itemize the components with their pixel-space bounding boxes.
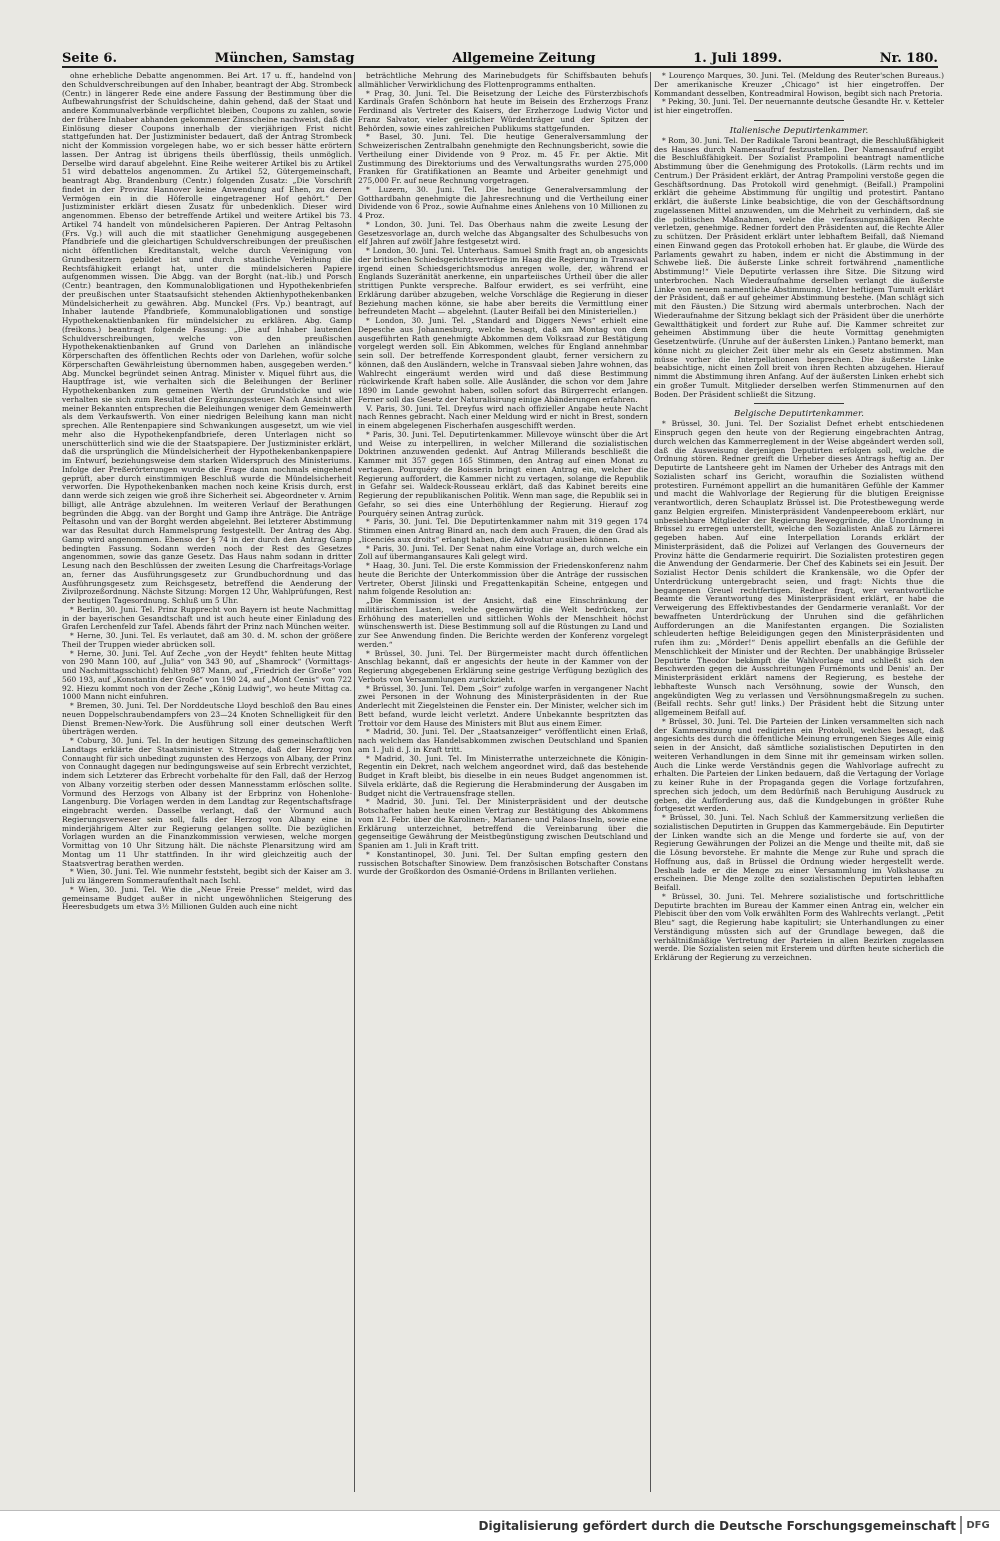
article-paragraph: ohne erhebliche Debatte angenommen. Bei Art. 17 u. ff., handelnd von den Schuldverschreibungen auf den Inhaber, beantragt der Abg. Strombeck (Centr.) in längerer Rede eine andere Fassung der Bestimmung über die Aufbewahrungsfrist der Schuldscheine, dahin gehend, daß der Staat und andere Kommunalverbände verpflichtet bleiben, Coupons zu zahlen, sowie der frühere Inhaber abhanden gekommener Zinsscheine nachweist, daß die Einlösung dieser Coupons innerhalb der vierjährigen Frist nicht stattgefunden hat. Der Justizminister bedauert, daß der Antrag Strombeck nicht der Kommission vorgelegen habe, wo er sich besser hätte erörtern lassen. Der Antrag ist übrigens theils überflüssig, theils unmöglich. Derselbe wird darauf abgelehnt. Eine Reihe weiterer Artikel bis zu Artikel 51 wird debattelos angenommen. Zu Artikel 52, Gütergemeinschaft, beantragt Abg. Brandenburg (Centr.) folgenden Zusatz: „Die Vorschrift findet in der Provinz Hannover keine Anwendung auf Ehen, zu deren Vermögen ein in die Höferolle eingetragener Hof gehört.“ Der Justizminister erklärt diesen Zusatz für unbedenklich. Dieser wird angenommen. Ebenso der betreffende Artikel und weitere Artikel bis 73. Artikel 74 handelt von mündelsicheren Papieren. Der Antrag Peltasohn (Frs. Vg.) will auch die mit staatlicher Genehmigung ausgegebenen Pfandbriefe und die gleichartigen Schuldverschreibungen der preußischen nicht öffentlichen Kreditanstalt, welche durch Vereinigung von Grundbesitzern gebildet ist und durch staatliche Verleihung die Rechtsfähigkeit erlangt hat, unter die mündelsicheren Papiere aufgenommen wissen. Die Abgg. van der Borght (nat.-lib.) und Porsch (Centr.) beantragen, den Kommunalobligationen und Hypothekenbriefen der preußischen unter Staatsaufsicht stehenden Aktienhypothekenbanken Mündelsicherheit zu gewähren. Abg. Munckel (Frs. Vp.) beantragt, auf Inhaber lautende Pfandbriefe, Kommunalobligationen und sonstige Hypothekenaktienbanken für mündelsicher zu erklären. Abg. Gamp (freikons.) beantragt folgende Fassung: „Die auf Inhaber lautenden Schuldverschreibungen, welche von den preußischen Hypothekenaktienbanken auf Grund von Darlehen an inländische Körperschaften des öffentlichen Rechts oder von Darlehen, wofür solche Körperschaften Gewährleistung übernommen haben, ausgegeben werden.“ Abg. Munckel begründet seinen Antrag. Minister v. Miquel führt aus, die Hauptfrage ist, wie verhalten sich die Beleihungen der Berliner Hypothekenbanken zum gemeinen Werth der Grundstücke und wie verhalten sie sich zum Resultat der Ergänzungssteuer. Nach Ansicht aller meiner Bekannten entsprechen die Beleihungen weniger dem Gemeinwerth als dem Verkaufswerth. Von einer niedrigen Beleihung kann man nicht sprechen. Alle Rentenpapiere sind Schwankungen ausgesetzt, um wie viel mehr also die Hypothekenpfandbriefe, deren Unterlagen nicht so unerschütterlich sind wie die der Staatspapiere. Der Justizminister erklärt, daß die ursprünglich die Mündelsicherheit der Hypothekenbankenpapiere im Entwurf, beziehungsweise dem starken Widerspruch des Ministeriums. Infolge der Preßerörterungen wurde die Frage dann nochmals eingehend geprüft, aber durch einstimmigen Beschluß wurde die Mündelsicherheit verworfen. Die Hypothekenbanken machen noch keine Krisis durch, erst dann werde sich zeigen wie groß ihre Sicherheit sei. Abgeordneter v. Arnim billigt, alle Anträge abzulehnen. Im weiteren Verlauf der Berathungen begründen die Abgg. van der Borght und Gamp ihre Anträge. Die Anträge Peltasohn und van der Borght werden abgelehnt. Bei letzterer Abstimmung war das Resultat durch Hammelsprung festgestellt. Der Antrag des Abg. Gamp wird angenommen. Ebenso der § 74 in der durch den Antrag Gamp bedingten Fassung. Sodann werden noch der Rest des Gesetzes angenommen, sowie das ganze Gesetz. Das Haus nahm sodann in dritter Lesung nach den Beschlüssen der zweiten Lesung die Charfreitags-Vorlage an, ferner das Ausführungsgesetz zur Grundbuchordnung und das Ausführungsgesetz zum Reichsgesetz, betreffend die Aenderung der Zivilprozeßordnung. Nächste Sitzung: Morgen 12 Uhr, Wahlprüfungen, Rest der heutigen Tagesordnung. Schluß um 5 Uhr. [62, 72, 352, 605]
article-paragraph: * Brüssel, 30. Juni. Tel. Dem „Soir“ zufolge warfen in vergangener Nacht zwei Personen in der Wohnung des Ministerpräsidenten in der Rue Anderlecht mit Ziegelsteinen die Fenster ein. Der Minister, welcher sich im Bett befand, wurde leicht verletzt. Andere Unbekannte bespritzten das Trottoir vor dem Hause des Ministers mit Blut aus einem Eimer. [358, 683, 648, 728]
column-divider [354, 72, 355, 1492]
article-paragraph: beträchtliche Mehrung des Marinebudgets für Schiffsbauten behufs allmählicher Verwirklichung des Flottenprogramms enthalten. [358, 72, 648, 89]
article-paragraph: * Brüssel, 30. Juni. Tel. Nach Schluß der Kammersitzung verließen die sozialistischen Deputirten in Gruppen das Kammergebäude. Ein Deputirter der Linken wandte sich an die Menge und forderte sie auf, von der Regierung Gewährungen der Polizei an die Menge und theilte mit, daß sie die Lösung bevorstehe. Er mahnte die Menge zur Ruhe und sprach die Hoffnung aus, daß in Brüssel die Ordnung wieder hergestellt werde. Deshalb lade er die Menge zu einer Versammlung im Volkshause zu erscheinen. Die Menge zollte den sozialistischen Deputirten lebhaften Beifall. [654, 813, 944, 892]
article-paragraph: * Coburg, 30. Juni. Tel. In der heutigen Sitzung des gemeinschaftlichen Landtags erklärte der Staatsminister v. Strenge, daß der Herzog von Connaught für sich unbedingt zugunsten des Herzogs von Albany, der Prinz von Connaught dagegen nur bedingungsweise auf sein Erbrecht verzichtet, indem sich Letzterer das Erbrecht vorbehalte für den Fall, daß der Herzog von Albany vorzeitig sterben oder dessen Mannesstamm erlöschen sollte. Vormund des Herzogs von Albany ist der Erbprinz von Hohenlohe-Langenburg. Die Vorlagen werden in dem Landtag zur Regentschaftsfrage eingebracht werden. Dasselbe verlangt, daß der Vormund auch Regierungsverweser sein soll, falls der Herzog von Albany eine in minderjährigem Alter zur Regierung gelangen sollte. Die bezüglichen Vorlagen wurden an die Finanzkommission verwiesen, welche morgen Vormittag von 10 Uhr Sitzung hält. Die nächste Plenarsitzung wird am Montag um 11 Uhr stattfinden. In ihr wird gleichzeitig auch der Staatsvertrag berathen werden. [62, 736, 352, 868]
article-paragraph: * London, 30. Juni. Tel. Das Oberhaus nahm die zweite Lesung der Gesetzesvorlage an, durch welche das Abgangsalter des Schulbesuchs von elf Jahren auf zwölf Jahre festgesetzt wird. [358, 219, 648, 247]
dfg-logo-icon: DFG [960, 1516, 994, 1534]
issue-number: Nr. 180. [879, 51, 938, 66]
newspaper-title: Allgemeine Zeitung [452, 51, 596, 66]
article-paragraph: * London, 30. Juni. Tel. Unterhaus. Samuel Smith fragt an, ob angesichts der britischen Schiedsgerichtsverträge im Haag die Regierung in Transvaal irgend einen Schiedsgerichtsmodus anregen wolle, der, während er Englands Suzeränität anerkenne, ein unparteiisches Urtheil über die aller strittigen Punkte verspreche. Balfour erwidert, es sei verfrüht, eine Erklärung darüber abzugeben, welche Vorschläge die Regierung in dieser Beziehung machen könne, sie habe aber bereits die Vermittlung einer befreundeten Macht — abgelehnt. (Lauter Beifall bei den Ministeriellen.) [358, 246, 648, 317]
article-paragraph: * Wien, 30. Juni. Tel. Wie nunmehr feststeht, begibt sich der Kaiser am 3. Juli zu längerem Sommeraufenthalt nach Ischl. [62, 867, 352, 885]
article-paragraph: * Prag, 30. Juni. Tel. Die Beisetzung der Leiche des Fürsterzbischofs Kardinals Grafen Schönborn hat heute im Beisein des Erzherzogs Franz Ferdinand als Vertreter des Kaisers, der Erzherzoge Ludwig Victor und Franz Salvator, vieler geistlicher Würdenträger und der Spitzen der Behörden, sowie eines zahlreichen Publikums stattgefunden. [358, 88, 648, 133]
article-paragraph: * Paris, 30. Juni. Tel. Die Deputirtenkammer nahm mit 319 gegen 174 Stimmen einen Antrag Binard an, nach dem auch Frauen, die den Grad als „licenciés aux droits“ erlangt haben, die Advokatur ausüben können. [358, 517, 648, 544]
article-paragraph: * Wien, 30. Juni. Tel. Wie die „Neue Freie Presse“ meldet, wird das gemeinsame Budget außer in nicht ungewöhnlichen Steigerung des Heeresbudgets um etwa 3½ Millionen Gulden auch eine nicht [62, 884, 352, 912]
article-paragraph: * Brüssel, 30. Juni. Tel. Die Parteien der Linken versammelten sich nach der Kammersitzung und redigirten ein Protokoll, welches besagt, daß angesichts des durch die öffentliche Meinung errungenen Sieges Alle einig seien in der Ansicht, daß sämtliche sozialistischen Deputirten in den weiteren Verhandlungen in dem Sinne mit ihr gemeinsam wirken sollen. Auch die Linke werde Verständnis gegen die Wahlvorlage aufrecht zu erhalten. Die Parteien der Linken bedauern, daß die Vertagung der Vorlage zu keiner Ruhe in der Propaganda gegen die Vorlage fortzufahren, sprechen sich jedoch, um dem Bedürfniß nach Beruhigung Ausdruck zu geben, die Aufforderung aus, daß die Kundgebungen in größter Ruhe fortgesetzt werden. [654, 716, 944, 814]
article-paragraph: * Peking, 30. Juni. Tel. Der neuernannte deutsche Gesandte Hr. v. Ketteler ist hier eingetroffen. [654, 97, 944, 115]
column-2 [358, 72, 648, 1492]
digitization-footer [0, 1510, 1000, 1541]
city-day: München, Samstag [214, 51, 355, 66]
page-label: Seite 6. [62, 51, 117, 66]
article-paragraph: * Luzern, 30. Juni. Tel. Die heutige Generalversammlung der Gotthardbahn genehmigte die Jahresrechnung und die Vertheilung einer Dividende von 6 Proz., sowie Aufnahme eines Anlehens von 10 Millionen zu 4 Proz. [358, 184, 648, 220]
article-paragraph: * Basel, 30. Juni. Tel. Die heutige Generalversammlung der Schweizerischen Zentralbahn genehmigte den Rechnungsbericht, sowie die Vertheilung einer Dividende von 9 Proz. m. 45 Fr. per Aktie. Mit Zustimmung des Direktoriums und des Verwaltungsraths wurden 275,000 Franken für Gratifikationen an Beamte und Arbeiter genehmigt und 275,000 Fr. auf neue Rechnung vorgetragen. [358, 132, 648, 185]
article-paragraph: * Brüssel, 30. Juni. Tel. Der Bürgermeister macht durch öffentlichen Anschlag bekannt, daß er angesichts der heute in der Kammer von der Regierung abgegebenen Erklärung seine gestrige Verfügung bezüglich des Verbots von Versammlungen zurückzieht. [358, 648, 648, 684]
article-paragraph: * Berlin, 30. Juni. Tel. Prinz Rupprecht von Bayern ist heute Nachmittag in der bayerischen Gesandtschaft und ist auch heute einer Einladung des Grafen Lerchenfeld zur Tafel. Abends fährt der Prinz nach München weiter. [62, 604, 352, 632]
article-paragraph: * Madrid, 30. Juni. Tel. Im Ministerrathe unterzeichnete die Königin-Regentin ein Dekret, nach welchem angeordnet wird, daß das bestehende Budget in Kraft bleibt, bis dieselbe in ein neues Budget angenommen ist. Silvela erklärte, daß die Regierung die Herabminderung der Ausgaben im Budget nicht die Vertrauensfrage stellen. [358, 753, 648, 798]
article-paragraph: * Madrid, 30. Juni. Tel. Der „Staatsanzeiger“ veröffentlicht einen Erlaß, nach welchem das Handelsabkommen zwischen Deutschland und Spanien am 1. Juli d. J. in Kraft tritt. [358, 727, 648, 754]
article-paragraph: * Herne, 30. Juni. Tel. Auf Zeche „von der Heydt“ fehlten heute Mittag von 290 Mann 100, auf „Julia“ von 343 90, auf „Shamrock“ (Vormittags- und Nachmittagsschicht) fehlten 987 Mann, auf „Friedrich der Große“ von 560 193, auf „Konstantin der Große“ von 190 24, auf „Mont Cenis“ von 722 92. Hiezu kommt noch von der Zeche „König Ludwig“, wo heute Mittag ca. 1000 Mann nicht einfuhren. [62, 648, 352, 702]
article-paragraph: * Madrid, 30. Juni. Tel. Der Ministerpräsident und der deutsche Botschafter haben heute einen Vertrag zur Bestätigung des Abkommens vom 12. Febr. über die Karolinen-, Marianen- und Palaos-Inseln, sowie eine Erklärung unterzeichnet, betreffend die Vereinbarung über die gegenseitige Gewährung der Meistbegünstigung zwischen Deutschland und Spanien am 1. Juli in Kraft tritt. [358, 797, 648, 850]
article-paragraph: * Paris, 30. Juni. Tel. Der Senat nahm eine Vorlage an, durch welche ein Zoll auf übermangansaures Kali gelegt wird. [358, 543, 648, 562]
column-3 [654, 72, 944, 1492]
section-heading-belgian-chamber: Belgische Deputirtenkammer. [734, 409, 864, 420]
masthead [62, 44, 938, 68]
article-paragraph: * Herne, 30. Juni. Tel. Es verlautet, daß am 30. d. M. schon der größere Theil der Truppen wieder abrücken soll. [62, 631, 352, 649]
article-paragraph: V. Paris, 30. Juni. Tel. Dreyfus wird nach offizieller Angabe heute Nacht nach Rennes gebracht. Nach einer Meldung wird er nicht in Brest, sondern in einem abgelegenen Fischerhafen ausgeschifft werden. [358, 403, 648, 430]
article-paragraph: * Bremen, 30. Juni. Tel. Der Norddeutsche Lloyd beschloß den Bau eines neuen Doppelschraubendampfers von 23—24 Knoten Schnelligkeit für den Dienst Bremen-New-York. Die Ausführung soll einer deutschen Werft überträgen werden. [62, 701, 352, 737]
section-rule [754, 403, 844, 404]
article-paragraph: * Lourenço Marques, 30. Juni. Tel. (Meldung des Reuter'schen Bureaus.) Der amerikanische Kreuzer „Chicago“ ist hier eingetroffen. Der Kommandant desselben, Kontreadmiral Howison, begibt sich nach Pretoria. [654, 72, 944, 98]
digitization-note: Digitalisierung gefördert durch die Deutsche Forschungsgemeinschaft [478, 1519, 956, 1533]
article-paragraph: * Brüssel, 30. Juni. Tel. Der Sozialist Defnet erhebt entschiedenen Einspruch gegen den heute von der Regierung eingebrachten Antrag, durch welchen das Kammerreglement in der Weise abgeändert werden soll, daß die Ausweisung derjenigen Deputirten erfolgen soll, welche die Ordnung stören. Redner greift die Urheber dieses Antrags heftig an. Der Deputirte de Lantsheere geht im Namen der Urheber des Antrags mit den Sozialisten scharf ins Gericht, woraufhin die Sozialisten wüthend protestiren. Furnémont appellirt an die humanitären Gefühle der Kammer und macht die Wahlvorlage der Regierung für die blutigen Ereignisse verantwortlich, deren Schauplatz Brüssel ist. Die Protestbewegung werde ganz Belgien ergreifen. Ministerpräsident Vandenpeereboom erklärt, nur unbesiehbare Mitglieder der Regierung Beweggründe, die Unordnung in Brüssel zu erregen unterstellt, welche den Sozialisten Anlaß zu Lärmerei gegeben haben. Auf eine Interpellation Lorands erklärt der Ministerpräsident, daß die Polizei auf Verlangen des Gouverneurs der Provinz hätte die Gendarmerie requirirt. Die Sozialisten protestiren gegen die Anwendung der Gendarmerie. Der Chef des Kabinets sei ein Jesuit. Der Sozialist Hector Denis schildert die Krankensäle, wo die Opfer der Unterdrückung untergebracht seien, und fragt: Nichts thue die begangenen Greuel rechtfertigen. Redner fragt, wer verantwortliche Beamte die Verantwortung des Ministerpräsident erklärt, er habe die Verweigerung des Effektivbestandes der Gendarmerie veranlaßt. Vor der bewaffneten Unterdrückung der Unruhen sind die gefährlichen Aufforderungen an die Manifestanten ergangen. Die Sozialisten schleuderten heftige Beleidigungen gegen den Ministerpräsidenten und rufen ihm zu: „Mörder!“ Denis appellirt ebenfalls an die Gefühle der Menschlichkeit der Minister und der Rechten. Der unabhängige Brüsseler Deputirte Theodor bekämpft die Wahlvorlage und schließt sich den Beschwerden gegen die Ausschreitungen Furnémonts und Denis' an. Der Ministerpräsident erklärt namens der Regierung, es bestehe der lebhafteste Wunsch nach Versöhnung, sowie der Wunsch, den angekündigten Weg zu verlassen und Versöhnungsmaßregeln zu suchen. (Beifall rechts. Sehr gut! links.) Der Präsident hebt die Sitzung unter allgemeinem Beifall auf. [654, 419, 944, 717]
article-paragraph: * Brüssel, 30. Juni. Tel. Mehrere sozialistische und fortschrittliche Deputirte brachten im Bureau der Kammer einen Antrag ein, welcher ein Plebiscit über den vom Volk erwählten Form des Wahlrechts verlangt. „Petit Bleu“ sagt, die Regierung habe kapitulirt; sie Unterhandlungen zu einer Verständigung müssten sich auf der Grundlage bewegen, daß die verhältnißmäßige Vertretung der Parteien in allen Bezirken zugelassen werde. Die Sozialisten seien mit Ersterem und dürften heute sicherlich die Erklärung der Regierung zu verzeichnen. [654, 891, 944, 962]
section-heading-italian-chamber: Italienische Deputirtenkammer. [729, 125, 869, 136]
issue-date: 1. Juli 1899. [693, 51, 782, 66]
article-paragraph: * Konstantinopel, 30. Juni. Tel. Der Sultan empfing gestern den russischen Botschafter Sinowiew. Dem französischen Botschafter Constans wurde der Großkordon des Osmanié-Ordens in Brillanten verliehen. [358, 849, 648, 877]
column-divider [650, 72, 651, 1492]
article-paragraph: * London, 30. Juni. Tel. „Standard and Diggers News“ erhielt eine Depesche aus Johannesburg, welche besagt, daß am Montag von dem ausgeführten Rath genehmigte Abkommen dem Volksraad zur Bestätigung vorgelegt werden soll. Ein Abkommen, welches für England annehmbar sein soll. Der betreffende Korrespondent glaubt, ferner versichern zu können, daß den Ausländern, welche in Transvaal sieben Jahre wohnen, das Wahlrecht eingeräumt werden wird und daß diese Bestimmung rückwirkende Kraft haben solle. Alle Ausländer, die schon vor dem Jahre 1890 im Lande gewohnt haben, sollen sofort das Bürgerrecht erlangen. Ferner soll das Gesetz der Naturalisirung einige Abänderungen erfahren. [358, 316, 648, 404]
section-rule [754, 120, 844, 121]
column-1 [62, 72, 352, 1492]
article-paragraph: * Paris, 30. Juni. Tel. Deputirtenkammer. Millevoye wünscht über die Art und Weise zu interpelliren, in welcher Millerand die sozialistischen Doktrinen anzuwenden gedenkt. Auf Antrag Millerands beschließt die Kammer mit 357 gegen 165 Stimmen, den Antrag auf einen Monat zu vertagen. Pourquéry de Boisserin bringt einen Antrag ein, welcher die Regierung auffordert, die Kammer nicht zu vertagen, solange die Republik in Gefahr sei. Waldeck-Rousseau erklärt, daß das Kabinet bereits eine Regierung der republikanischen Politik. Wenn man sage, die Republik sei in Gefahr, so sei dies eine Unterhöhlung der Regierung. Hierauf zog Pourquéry seinen Antrag zurück. [358, 429, 648, 518]
article-paragraph: * Rom, 30. Juni. Tel. Der Radikale Taroni beantragt, die Beschlußfähigkeit des Hauses durch Namensaufruf festzustellen. Der Namensaufruf ergibt die Beschlußfähigkeit. Der Sozialist Prampolini beantragt namentliche Abstimmung über die Genehmigung des Protokolls. (Lärm rechts und im Centrum.) Der Präsident erklärt, der Antrag Prampolini verstoße gegen die Geschäftsordnung. Das Protokoll wird genehmigt. (Beifall.) Prampolini erklärt die geheime Abstimmung für ungiltig und protestirt. Pantano erklärt, die äußerste Linke beabsichtige, die von der Geschäftsordnung zugelassenen Mittel anzuwenden, um die Mehrheit zu verhindern, daß sie die politischen Maßnahmen, welche die verfassungsmäßigen Rechte verletzen, genehmige. Redner fordert den Präsidenten auf, die Rechte Aller zu schützen. Der Präsident erklärt unter lebhaftem Beifall, daß Niemand einen Einwand gegen das Protokoll erhoben hat. Er glaube, die Würde des Parlaments gewahrt zu haben, indem er nicht die Abstimmung in der Schwebe ließ. Die äußerste Linke schreit fortwährend „namentliche Abstimmung!“ Viele Deputirte verlassen ihre Sitze. Die Sitzung wird unterbrochen. Nach Wiederaufnahme derselben verlangt die äußerste Linke von neuem namentliche Abstimmung. Unter heftigem Tumult erklärt der Präsident, daß er auf geheimer Abstimmung bestehe. (Man schlägt sich mit den Fäusten.) Die Sitzung wird abermals unterbrochen. Nach der Wiederaufnahme der Sitzung beklagt sich der Präsident über die unerhörte Gewaltthätigkeit und fordert zur Ruhe auf. Die Kammer schreitet zur geheimen Abstimmung über die heute Vormittag genehmigten Gesetzentwürfe. (Unruhe auf der äußersten Linken.) Pantano bemerkt, man könne nicht zu gleicher Zeit über mehr als ein Gesetz abstimmen. Man müsse vorher die Interpellationen besprechen. Die äußerste Linke beabsichtige, nicht einen Zoll breit von ihren Rechten abzugehen. Hierauf nimmt die Abstimmung ihren Anfang. Auf der äußersten Linken erhebt sich ein großer Tumult. Mitglieder derselben werfen Stimmenurnen auf den Boden. Der Präsident schließt die Sitzung. [654, 135, 944, 399]
article-paragraph: „Die Kommission ist der Ansicht, daß eine Einschränkung der militärischen Lasten, welche gegenwärtig die Welt bedrücken, zur Erhöhung des materiellen und sittlichen Wohls der Menschheit höchst wünschenswerth ist. Diese Bestimmung soll auf die Rüstungen zu Land und zur See Anwendung finden. Die Berichte werden der Konferenz vorgelegt werden.“ [358, 596, 648, 649]
article-paragraph: * Haag, 30. Juni. Tel. Die erste Kommission der Friedenskonferenz nahm heute die Berichte der Unterkommission über die Anträge der russischen Vertreter, Oberst Jilinski und Fregattenkapitän Scheine, entgegen und nahm folgende Resolution an: [358, 561, 648, 597]
